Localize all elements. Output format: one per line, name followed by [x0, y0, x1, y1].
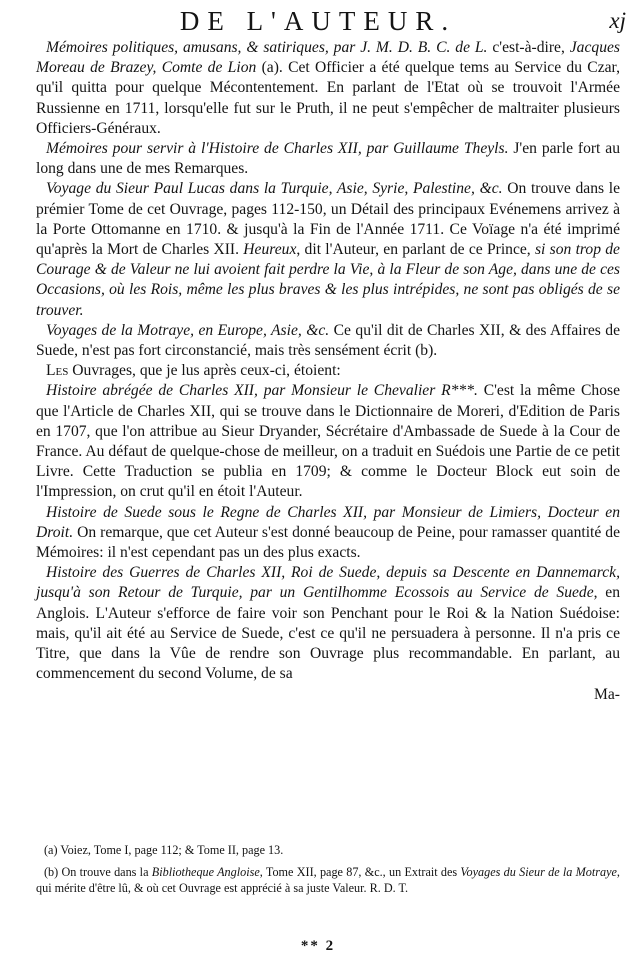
page-header: [0, 4, 636, 38]
running-title: DE L'AUTEUR.: [179, 6, 457, 36]
text-run: On remarque, que cet Auteur s'est donné beaucoup de Peine, pour ramasser quantité de Mémoires: il n'est cependant pas un des plus exacts.: [36, 523, 620, 562]
paragraph-histoire-abregee: [36, 381, 620, 502]
paragraph-ouvrages-intro: [36, 361, 620, 381]
paragraph-memoires-politiques: [36, 38, 620, 139]
footnotes: [36, 842, 620, 902]
paragraph-memoires-theyls: [36, 139, 620, 179]
book-title: Voyages du Sieur de la Motraye: [460, 865, 617, 879]
footnote-b: [36, 864, 620, 896]
footnote-text: (a) Voiez, Tome I, page 112; & Tome II, page 13.: [44, 843, 284, 857]
text-run: (a). Cet Officier a été quelque tems au Service du Czar, qu'il quitta pour quelque Mécontentement. En parlant de l'Etat où se trouvoit l'Armée Russienne en 1711, lorsqu'elle fut sur le Pruth, il ne peut s'empêcher de maltraiter plusieurs Officiers-Généraux.: [36, 59, 621, 137]
text-run: Ce qu'il dit de Charles XII, & des Affaires de Suede, n'est pas fort circonstancié, mais très sensément écrit (b).: [36, 321, 620, 360]
book-title: Voyage du Sieur Paul Lucas dans la Turquie, Asie, Syrie, Palestine, &c.: [46, 180, 503, 198]
text-run: , en Anglois. L'Auteur s'efforce de faire voir son Penchant pour le Roi & la Nation Suédoise: mais, qu'il ait été au Service de Suede, c'est ce qu'il ne persuadera à personne. Il n'a pris ce Titre, que dans la Vûe de rendre son Ouvrage plus recommandable. En parlant, au commencement du second Volume, de sa: [36, 584, 621, 683]
text-run: Ouvrages, que je lus après ceux-ci, étoient:: [68, 362, 341, 380]
text-run: , dit l'Auteur, en parlant de ce Prince,: [296, 241, 535, 259]
signature-mark: ** 2: [300, 938, 336, 954]
book-title: Bibliotheque Angloise: [151, 865, 260, 879]
small-caps-word: Les: [46, 362, 69, 380]
paragraph-histoire-guerres: [36, 563, 620, 684]
quotation: si son trop de Courage & de Valeur ne lui avoient fait perdre la Vie, à la Fleur de son Age, dans une de ces Occasions, où les Rois, même les plus braves & les plus intrépides, ne sont pas obligés de se trouver.: [36, 241, 620, 319]
paragraph-voyage-lucas: [36, 179, 620, 320]
author-name: Jacques Moreau de Brazey, Comte de Lion: [36, 39, 620, 77]
catchword: Ma-: [594, 685, 620, 703]
book-title: Mémoires politiques, amusans, & satiriques, par J. M. D. B. C. de L.: [46, 39, 488, 56]
book-title: Mémoires pour servir à l'Histoire de Charles XII, par Guillaume Theyls.: [46, 140, 509, 158]
book-title: Histoire abrégée de Charles XII, par Monsieur le Chevalier R***.: [46, 382, 478, 400]
footnote-text: , qui mérite d'être lû, & où cet Ouvrage est apprécié à sa juste Valeur. R. D. T.: [36, 865, 620, 895]
quote-word: Heureux: [243, 241, 297, 259]
text-run: On trouve dans le prémier Tome de cet Ouvrage, pages 112-150, un Détail des principaux Evénemens arrivez à la Porte Ottomanne en 1710. & jusqu'à la Fin de l'Année 1711. Ce Voïage n'a été imprimé qu'après la Mort de Charles XII.: [36, 180, 620, 259]
book-title: Histoire de Suede sous le Regne de Charles XII, par Monsieur de Limiers, Docteur en Droit.: [36, 503, 620, 541]
text-run: J'en parle fort au long dans une de mes Remarques.: [36, 140, 620, 178]
text-run: c'est-à-dire,: [487, 39, 570, 56]
book-title: Histoire des Guerres de Charles XII, Roi de Suede, depuis sa Descente en Dannemarck, jusqu'à son Retour de Turquie, par un Gentilhomme Ecossois au Service de Suede: [36, 564, 620, 602]
paragraph-histoire-suede: [36, 503, 620, 564]
body-text: [36, 38, 620, 705]
footnote-a: [36, 842, 620, 858]
book-title: Voyages de la Motraye, en Europe, Asie, &c.: [46, 321, 330, 339]
footnote-text: , Tome XII, page 87, &c., un Extrait des: [259, 865, 461, 879]
page-number: xj: [609, 8, 626, 33]
footnote-text: (b) On trouve dans la: [44, 865, 152, 879]
text-run: C'est la même Chose que l'Article de Charles XII, qui se trouve dans le Dictionnaire de Moreri, d'Edition de Paris en 1707, que l'on attribue au Sieur Dryander, Sécrétaire d'Ambassade de Suede à la Cour de France. Au défaut de quelque-chose de meilleur, on a traduit en Suédois une Partie de ce petit Livre. Cette Traduction se publia en 1709; & comme le Docteur Block eut soin de l'Impression, on crut qu'il en étoit l'Auteur.: [36, 382, 620, 501]
paragraph-voyages-motraye: [36, 321, 620, 361]
